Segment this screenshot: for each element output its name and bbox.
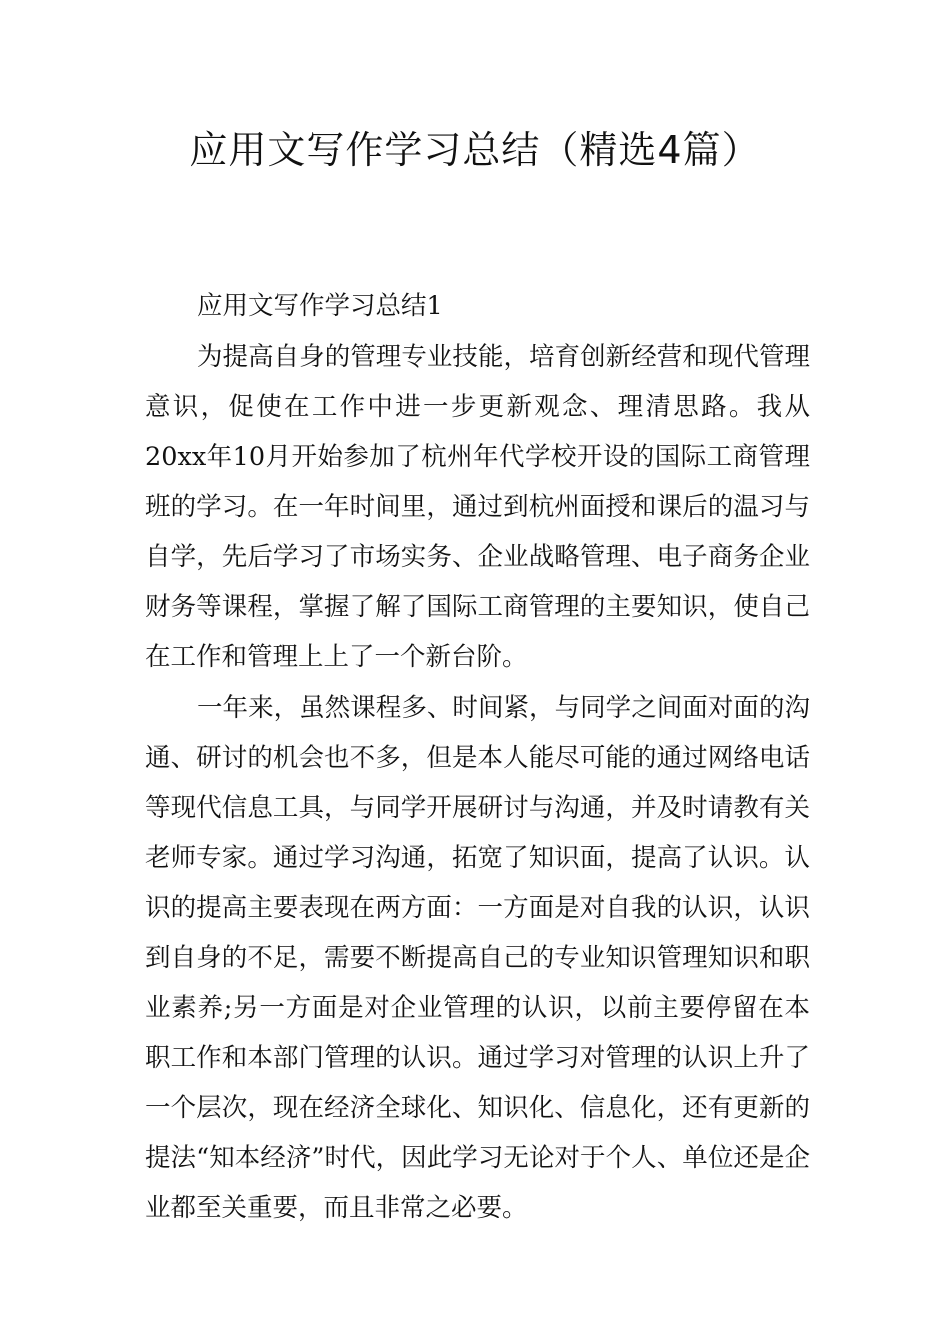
paragraph-1: 为提高自身的管理专业技能，培育创新经营和现代管理意识，促使在工作中进一步更新观念、理清思路。我从20xx年10月开始参加了杭州年代学校开设的国际工商管理班的学习。在一年时间里，通过到杭州面授和课后的温习与自学，先后学习了市场实务、企业战略管理、电子商务企业财务等课程，掌握了解了国际工商管理的主要知识，使自己在工作和管理上上了一个新台阶。 [145, 342, 810, 672]
paragraph-2: 一年来，虽然课程多、时间紧，与同学之间面对面的沟通、研讨的机会也不多，但是本人能尽可能的通过网络电话等现代信息工具，与同学开展研讨与沟通，并及时请教有关老师专家。通过学习沟通，拓宽了知识面，提高了认识。认识的提高主要表现在两方面：一方面是对自我的认识，认识到自身的不足，需要不断提高自己的专业知识管理知识和职业素养;另一方面是对企业管理的认识，以前主要停留在本职工作和本部门管理的认识。通过学习对管理的认识上升了一个层次，现在经济全球化、知识化、信息化，还有更新的提法“知本经济”时代，因此学习无论对于个人、单位还是企业都至关重要，而且非常之必要。 [145, 693, 810, 1223]
document-body [145, 281, 810, 1234]
document-title: 应用文写作学习总结（精选4篇） [189, 128, 761, 172]
section-heading: 应用文写作学习总结1 [197, 291, 443, 321]
